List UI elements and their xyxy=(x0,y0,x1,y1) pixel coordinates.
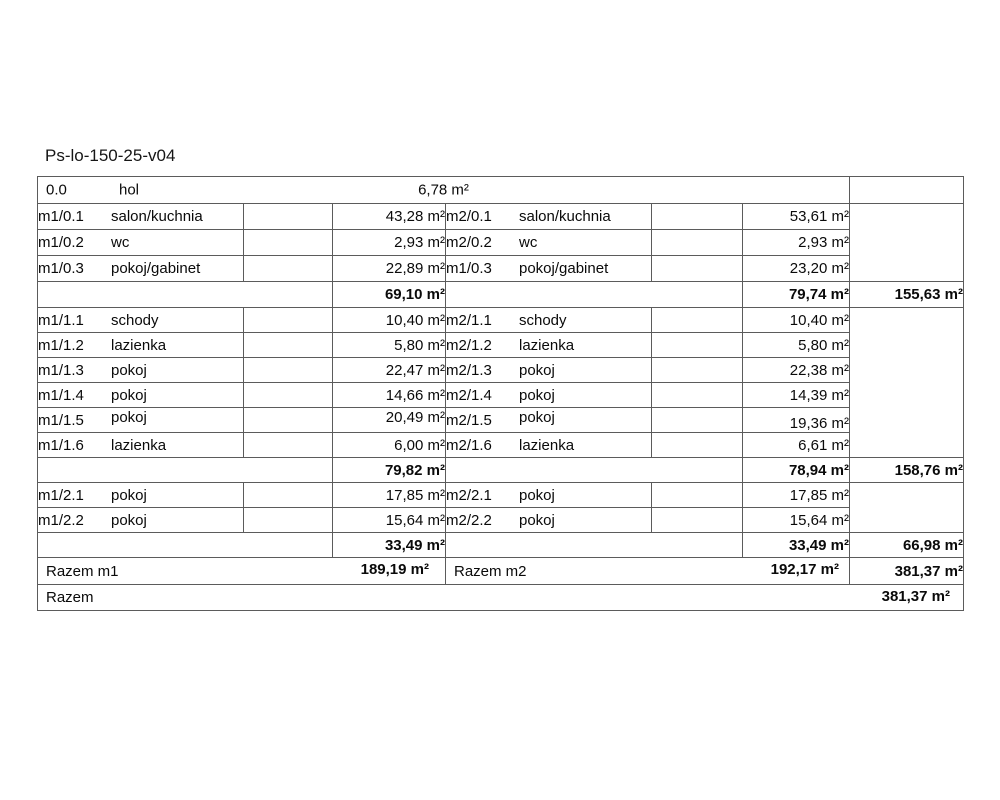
room-id: m2/1.3 xyxy=(446,361,492,379)
room-area: 17,85 m² xyxy=(333,483,446,508)
table-row xyxy=(38,383,964,408)
room-name: pokoj xyxy=(519,511,555,529)
room-name: wc xyxy=(519,234,538,251)
room-area: 10,40 m² xyxy=(743,308,850,333)
empty-cell xyxy=(244,204,333,230)
empty-cell xyxy=(244,508,333,533)
room-cell xyxy=(446,230,652,256)
room-name: schody xyxy=(111,311,159,329)
empty-cell xyxy=(446,533,743,558)
room-cell xyxy=(38,204,244,230)
room-cell xyxy=(446,256,652,282)
empty-cell xyxy=(652,308,743,333)
room-id: m1/0.3 xyxy=(446,260,492,277)
subtotal-row xyxy=(38,533,964,558)
room-id: m1/1.4 xyxy=(38,386,84,404)
table-row-ground xyxy=(38,177,964,204)
room-area: 5,80 m² xyxy=(743,333,850,358)
table-row xyxy=(38,408,964,433)
room-name: pokoj xyxy=(111,361,147,379)
empty-cell xyxy=(652,256,743,282)
room-cell xyxy=(38,408,244,433)
room-cell xyxy=(38,383,244,408)
table-row xyxy=(38,204,964,230)
table-row xyxy=(38,483,964,508)
room-id: m2/1.6 xyxy=(446,436,492,454)
empty-cell xyxy=(652,408,743,433)
room-area: 22,38 m² xyxy=(743,358,850,383)
razem-combined-value: 381,37 m² xyxy=(850,558,964,585)
room-cell xyxy=(446,433,652,458)
table-row xyxy=(38,308,964,333)
grand-total-label: Razem xyxy=(46,589,94,606)
empty-cell xyxy=(244,230,333,256)
room-area: 20,49 m² xyxy=(333,408,446,433)
room-id: m2/2.2 xyxy=(446,511,492,529)
room-id: m2/1.2 xyxy=(446,336,492,354)
empty-cell xyxy=(244,256,333,282)
room-name: pokoj xyxy=(111,486,147,504)
subtotal-total: 155,63 m² xyxy=(850,282,964,308)
grand-total-cell xyxy=(38,585,964,611)
room-id: 0.0 xyxy=(46,181,67,199)
empty-cell xyxy=(652,383,743,408)
room-area: 6,00 m² xyxy=(333,433,446,458)
subtotal-left: 79,82 m² xyxy=(333,458,446,483)
room-area: 10,40 m² xyxy=(333,308,446,333)
room-cell xyxy=(38,358,244,383)
room-area: 2,93 m² xyxy=(743,230,850,256)
room-cell xyxy=(38,230,244,256)
razem-m1-value: 189,19 m² xyxy=(360,561,429,578)
empty-cell xyxy=(244,408,333,433)
empty-cell xyxy=(652,358,743,383)
room-id: m1/1.5 xyxy=(38,411,84,429)
room-area: 53,61 m² xyxy=(743,204,850,230)
empty-cell xyxy=(38,458,333,483)
empty-cell xyxy=(244,433,333,458)
room-area: 43,28 m² xyxy=(333,204,446,230)
razem-m1-cell xyxy=(38,558,446,585)
room-id: m1/2.1 xyxy=(38,486,84,504)
room-id: m1/1.6 xyxy=(38,436,84,454)
empty-cell xyxy=(652,230,743,256)
empty-cell xyxy=(850,177,964,204)
table-row xyxy=(38,358,964,383)
empty-cell xyxy=(446,458,743,483)
room-cell xyxy=(38,508,244,533)
empty-cell xyxy=(446,282,743,308)
room-name: pokoj xyxy=(111,408,147,426)
room-name: pokoj xyxy=(519,386,555,404)
room-name: lazienka xyxy=(111,336,167,354)
room-id: m1/0.3 xyxy=(38,260,84,277)
empty-cell xyxy=(244,483,333,508)
room-id: m2/0.1 xyxy=(446,208,492,225)
room-name: pokoj xyxy=(519,408,555,426)
room-cell xyxy=(38,433,244,458)
room-id: m1/1.3 xyxy=(38,361,84,379)
grand-total-row xyxy=(38,585,964,611)
ground-cell xyxy=(38,177,850,204)
section-spacer-cell xyxy=(850,308,964,458)
table-row xyxy=(38,333,964,358)
table-row xyxy=(38,230,964,256)
room-cell xyxy=(446,508,652,533)
room-name: pokoj xyxy=(519,486,555,504)
grand-total-value: 381,37 m² xyxy=(881,587,950,605)
subtotal-right: 78,94 m² xyxy=(743,458,850,483)
empty-cell xyxy=(244,358,333,383)
room-area: 23,20 m² xyxy=(743,256,850,282)
area-table xyxy=(37,176,964,611)
room-id: m2/1.5 xyxy=(446,411,492,429)
empty-cell xyxy=(38,282,333,308)
room-name: salon/kuchnia xyxy=(111,208,203,225)
room-id: m1/2.2 xyxy=(38,511,84,529)
room-id: m1/1.1 xyxy=(38,311,84,329)
room-name: schody xyxy=(519,311,567,329)
room-cell xyxy=(446,358,652,383)
room-area: 14,39 m² xyxy=(743,383,850,408)
subtotal-total: 158,76 m² xyxy=(850,458,964,483)
room-cell xyxy=(38,308,244,333)
subtotal-left: 69,10 m² xyxy=(333,282,446,308)
razem-m2-label: Razem m2 xyxy=(454,562,527,580)
empty-cell xyxy=(652,433,743,458)
room-name: pokoj/gabinet xyxy=(519,260,609,277)
room-id: m2/1.4 xyxy=(446,386,492,404)
razem-m2-cell xyxy=(446,558,850,585)
room-area: 17,85 m² xyxy=(743,483,850,508)
table-row xyxy=(38,508,964,533)
room-area: 2,93 m² xyxy=(333,230,446,256)
room-cell xyxy=(446,204,652,230)
subtotal-row xyxy=(38,458,964,483)
room-name: hol xyxy=(119,181,140,199)
room-cell xyxy=(446,333,652,358)
subtotal-row xyxy=(38,282,964,308)
empty-cell xyxy=(652,508,743,533)
room-name: lazienka xyxy=(519,336,575,354)
room-name: pokoj xyxy=(111,386,147,404)
empty-cell xyxy=(244,383,333,408)
room-area: 15,64 m² xyxy=(743,508,850,533)
room-id: m1/1.2 xyxy=(38,336,84,354)
empty-cell xyxy=(38,533,333,558)
empty-cell xyxy=(652,333,743,358)
room-id: m2/1.1 xyxy=(446,311,492,329)
room-cell xyxy=(38,256,244,282)
room-name: pokoj xyxy=(519,361,555,379)
room-cell xyxy=(446,408,652,433)
empty-cell xyxy=(244,308,333,333)
page-title: Ps-lo-150-25-v04 xyxy=(45,146,176,165)
room-area: 19,36 m² xyxy=(743,408,850,433)
razem-m1-label: Razem m1 xyxy=(46,562,119,580)
section-spacer-cell xyxy=(850,204,964,282)
room-name: pokoj/gabinet xyxy=(111,260,201,277)
room-cell xyxy=(446,383,652,408)
room-name: salon/kuchnia xyxy=(519,208,611,225)
empty-cell xyxy=(652,483,743,508)
room-name: pokoj xyxy=(111,511,147,529)
table-row xyxy=(38,256,964,282)
room-area: 15,64 m² xyxy=(333,508,446,533)
razem-m2-value: 192,17 m² xyxy=(770,561,839,578)
room-cell xyxy=(446,308,652,333)
room-area: 6,61 m² xyxy=(743,433,850,458)
room-id: m1/0.1 xyxy=(38,208,84,225)
room-area: 6,78 m² xyxy=(418,181,469,199)
room-area: 22,47 m² xyxy=(333,358,446,383)
room-id: m1/0.2 xyxy=(38,234,84,251)
room-cell xyxy=(446,483,652,508)
empty-cell xyxy=(652,204,743,230)
subtotal-right: 79,74 m² xyxy=(743,282,850,308)
room-area: 14,66 m² xyxy=(333,383,446,408)
section-spacer-cell xyxy=(850,483,964,533)
room-id: m2/0.2 xyxy=(446,234,492,251)
empty-cell xyxy=(244,333,333,358)
subtotal-total: 66,98 m² xyxy=(850,533,964,558)
room-name: lazienka xyxy=(519,436,575,454)
room-area: 22,89 m² xyxy=(333,256,446,282)
subtotal-left: 33,49 m² xyxy=(333,533,446,558)
room-area: 5,80 m² xyxy=(333,333,446,358)
subtotal-right: 33,49 m² xyxy=(743,533,850,558)
room-name: wc xyxy=(111,234,130,251)
room-cell xyxy=(38,333,244,358)
totals-row xyxy=(38,558,964,585)
room-id: m2/2.1 xyxy=(446,486,492,504)
table-row xyxy=(38,433,964,458)
room-name: lazienka xyxy=(111,436,167,454)
room-cell xyxy=(38,483,244,508)
